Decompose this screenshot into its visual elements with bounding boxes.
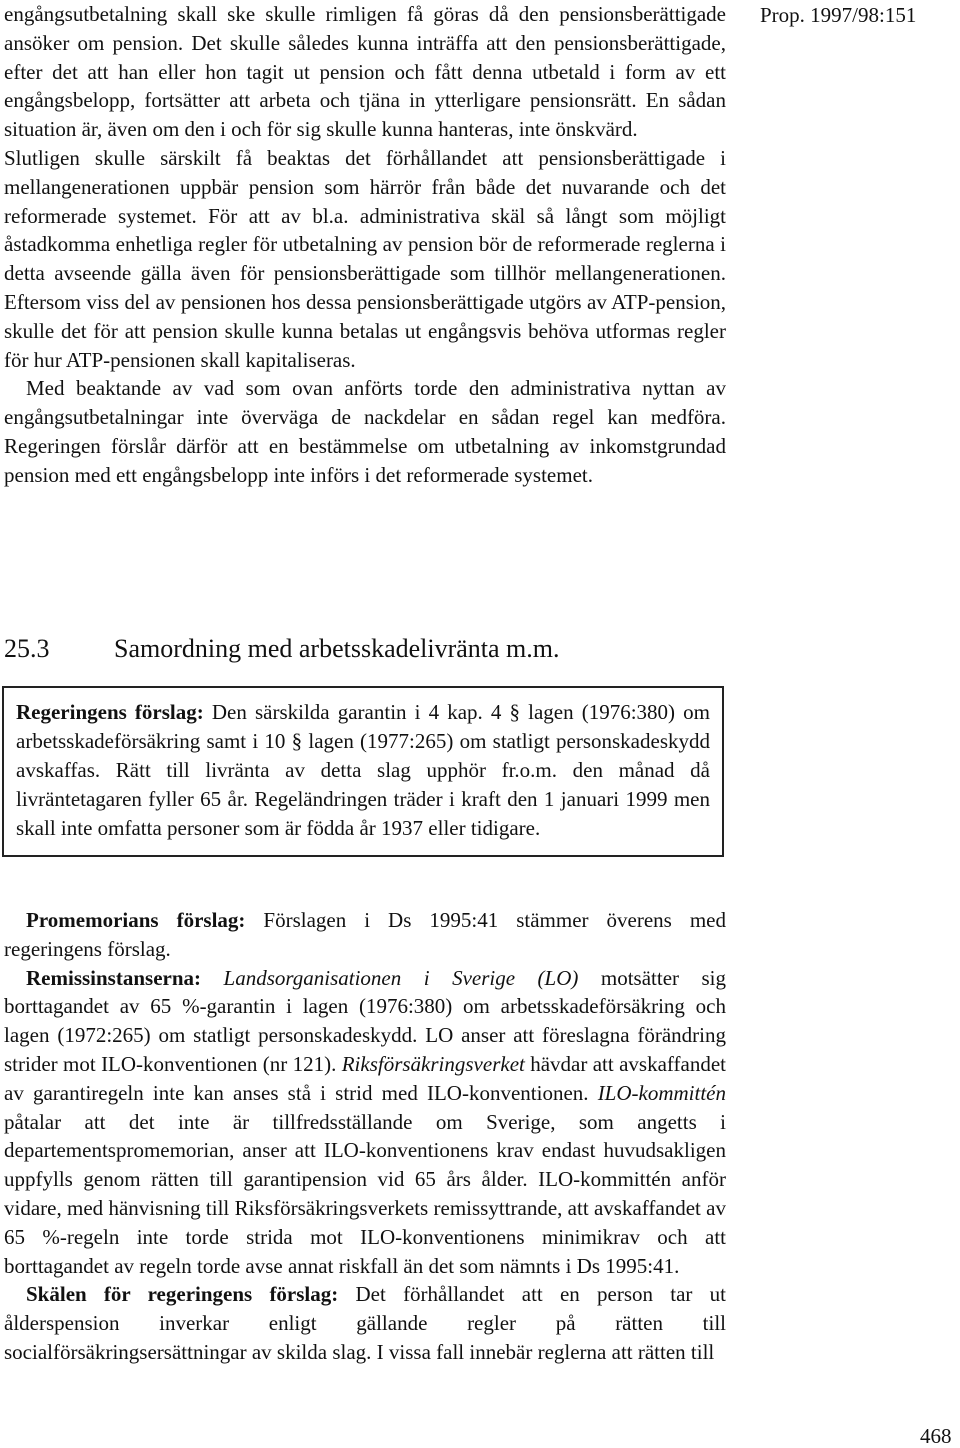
- section-number: 25.3: [4, 634, 50, 663]
- remiss-org: Landsorganisationen i Sverige (LO): [223, 965, 579, 990]
- page-number: 468: [920, 1424, 952, 1448]
- proposal-paragraph: [16, 698, 710, 843]
- remiss-org: ILO-kommittén: [597, 1080, 726, 1105]
- skalen-paragraph: [4, 1280, 726, 1366]
- body-text-bottom: [4, 906, 726, 1367]
- remiss-text: motsätter sig borttagandet av 65 %-garantin i lagen (1976:380) om arbetsskadeförsäkring och lagen (1972:265) om statligt personskadeskydd. LO anser att föreslagna förändring strider mot ILO-konventionen (nr 121).: [4, 965, 727, 1076]
- paragraph: Med beaktande av vad som ovan anförts torde den administrativa nyttan av engångsutbetalningar inte överväga de nackdelar en sådan regel kan medföra. Regeringen förslår därför att en bestämmelse om utbetalning av inkomstgrundad pension med ett engångsbelopp inte införs i det reformerade systemet.: [4, 376, 726, 487]
- section-heading: [4, 634, 726, 664]
- body-text-top: [4, 0, 726, 490]
- proposal-label: Regeringens förslag:: [16, 700, 204, 724]
- promemoria-paragraph: [4, 906, 726, 964]
- paragraph: Slutligen skulle särskilt få beaktas det förhållandet att pensionsberättigade i mellangenerationen uppbär pension som härrör från både det nuvarande och det reformerade systemet. För att av bl.a. administrativa skäl så långt som möjligt åstadkomma enhetliga regler för utbetalning av pension bör de reformerade reglerna i detta avseende gälla även för pensionsberättigade som tillhör mellangenerationen. Eftersom viss del av pensionen hos dessa pensionsberättigade utgörs av ATP-pension, skulle det för att pension skulle kunna betalas ut engångsvis behöva utformas regler för hur ATP-pensionen skall kapitaliseras.: [4, 145, 726, 372]
- promemoria-label: Promemorians förslag:: [26, 908, 246, 932]
- promemoria-text: Förslagen i Ds 1995:41 stämmer överens med regeringens förslag.: [4, 908, 726, 961]
- section-title: Samordning med arbetsskadelivränta m.m.: [114, 634, 560, 663]
- proposal-box: [2, 686, 724, 857]
- section-block: [4, 634, 726, 857]
- remiss-text: påtalar att det inte är tillfredsställande om Sverige, som angetts i departementspromemorian, anser att ILO-konventionens krav endast huvudsakligen uppfylls genom rätten till garantipension vid 65 års ålder. ILO-kommittén anför vidare, med hänvisning till Riksförsäkringsverkets remissyttrande, att avskaffandet av 65 %-regeln inte torde strida mot ILO-konventionens minimikrav och att borttagandet av regeln torde avse annat riskfall än det som nämnts i Ds 1995:41.: [4, 1109, 726, 1278]
- document-reference: Prop. 1997/98:151: [760, 3, 917, 27]
- remiss-paragraph: [4, 964, 726, 1281]
- remiss-text: hävdar att avskaffandet av garantiregeln inte kan anses stå i strid med ILO-konventionen.: [4, 1051, 726, 1105]
- remiss-label: Remissinstanserna:: [26, 965, 202, 990]
- paragraph: engångsutbetalning skall ske skulle rimligen få göras då den pensionsberättigade ansöker om pension. Det skulle således kunna inträffa att den pensionsberättigade, efter det att han eller hon tagit ut pension och fått denna utbetald i form av ett engångsbelopp, fortsätter att arbeta och tjäna in ytterligare pensionsrätt. En sådan situation är, även om den i och för sig skulle kunna hanteras, inte önskvärd.: [4, 2, 726, 142]
- proposal-text: Den särskilda garantin i 4 kap. 4 § lagen (1976:380) om arbetsskadeförsäkring samt i 10 § lagen (1977:265) om statligt personskadeskydd avskaffas. Rätt till livränta av detta slag upphör fr.o.m. den månad då livräntetagaren fyller 65 år. Regeländringen träder i kraft den 1 januari 1999 men skall inte omfatta personer som är födda år 1937 eller tidigare.: [16, 700, 710, 840]
- remiss-org: Riksförsäkringsverket: [341, 1051, 525, 1076]
- skalen-label: Skälen för regeringens förslag:: [26, 1282, 339, 1307]
- skalen-text: Det förhållandet att en person tar ut ålderspension inverkar enligt gällande regler på rätten till socialförsäkringsersättningar av skilda slag. I vissa fall innebär reglerna att rätten till: [4, 1282, 727, 1364]
